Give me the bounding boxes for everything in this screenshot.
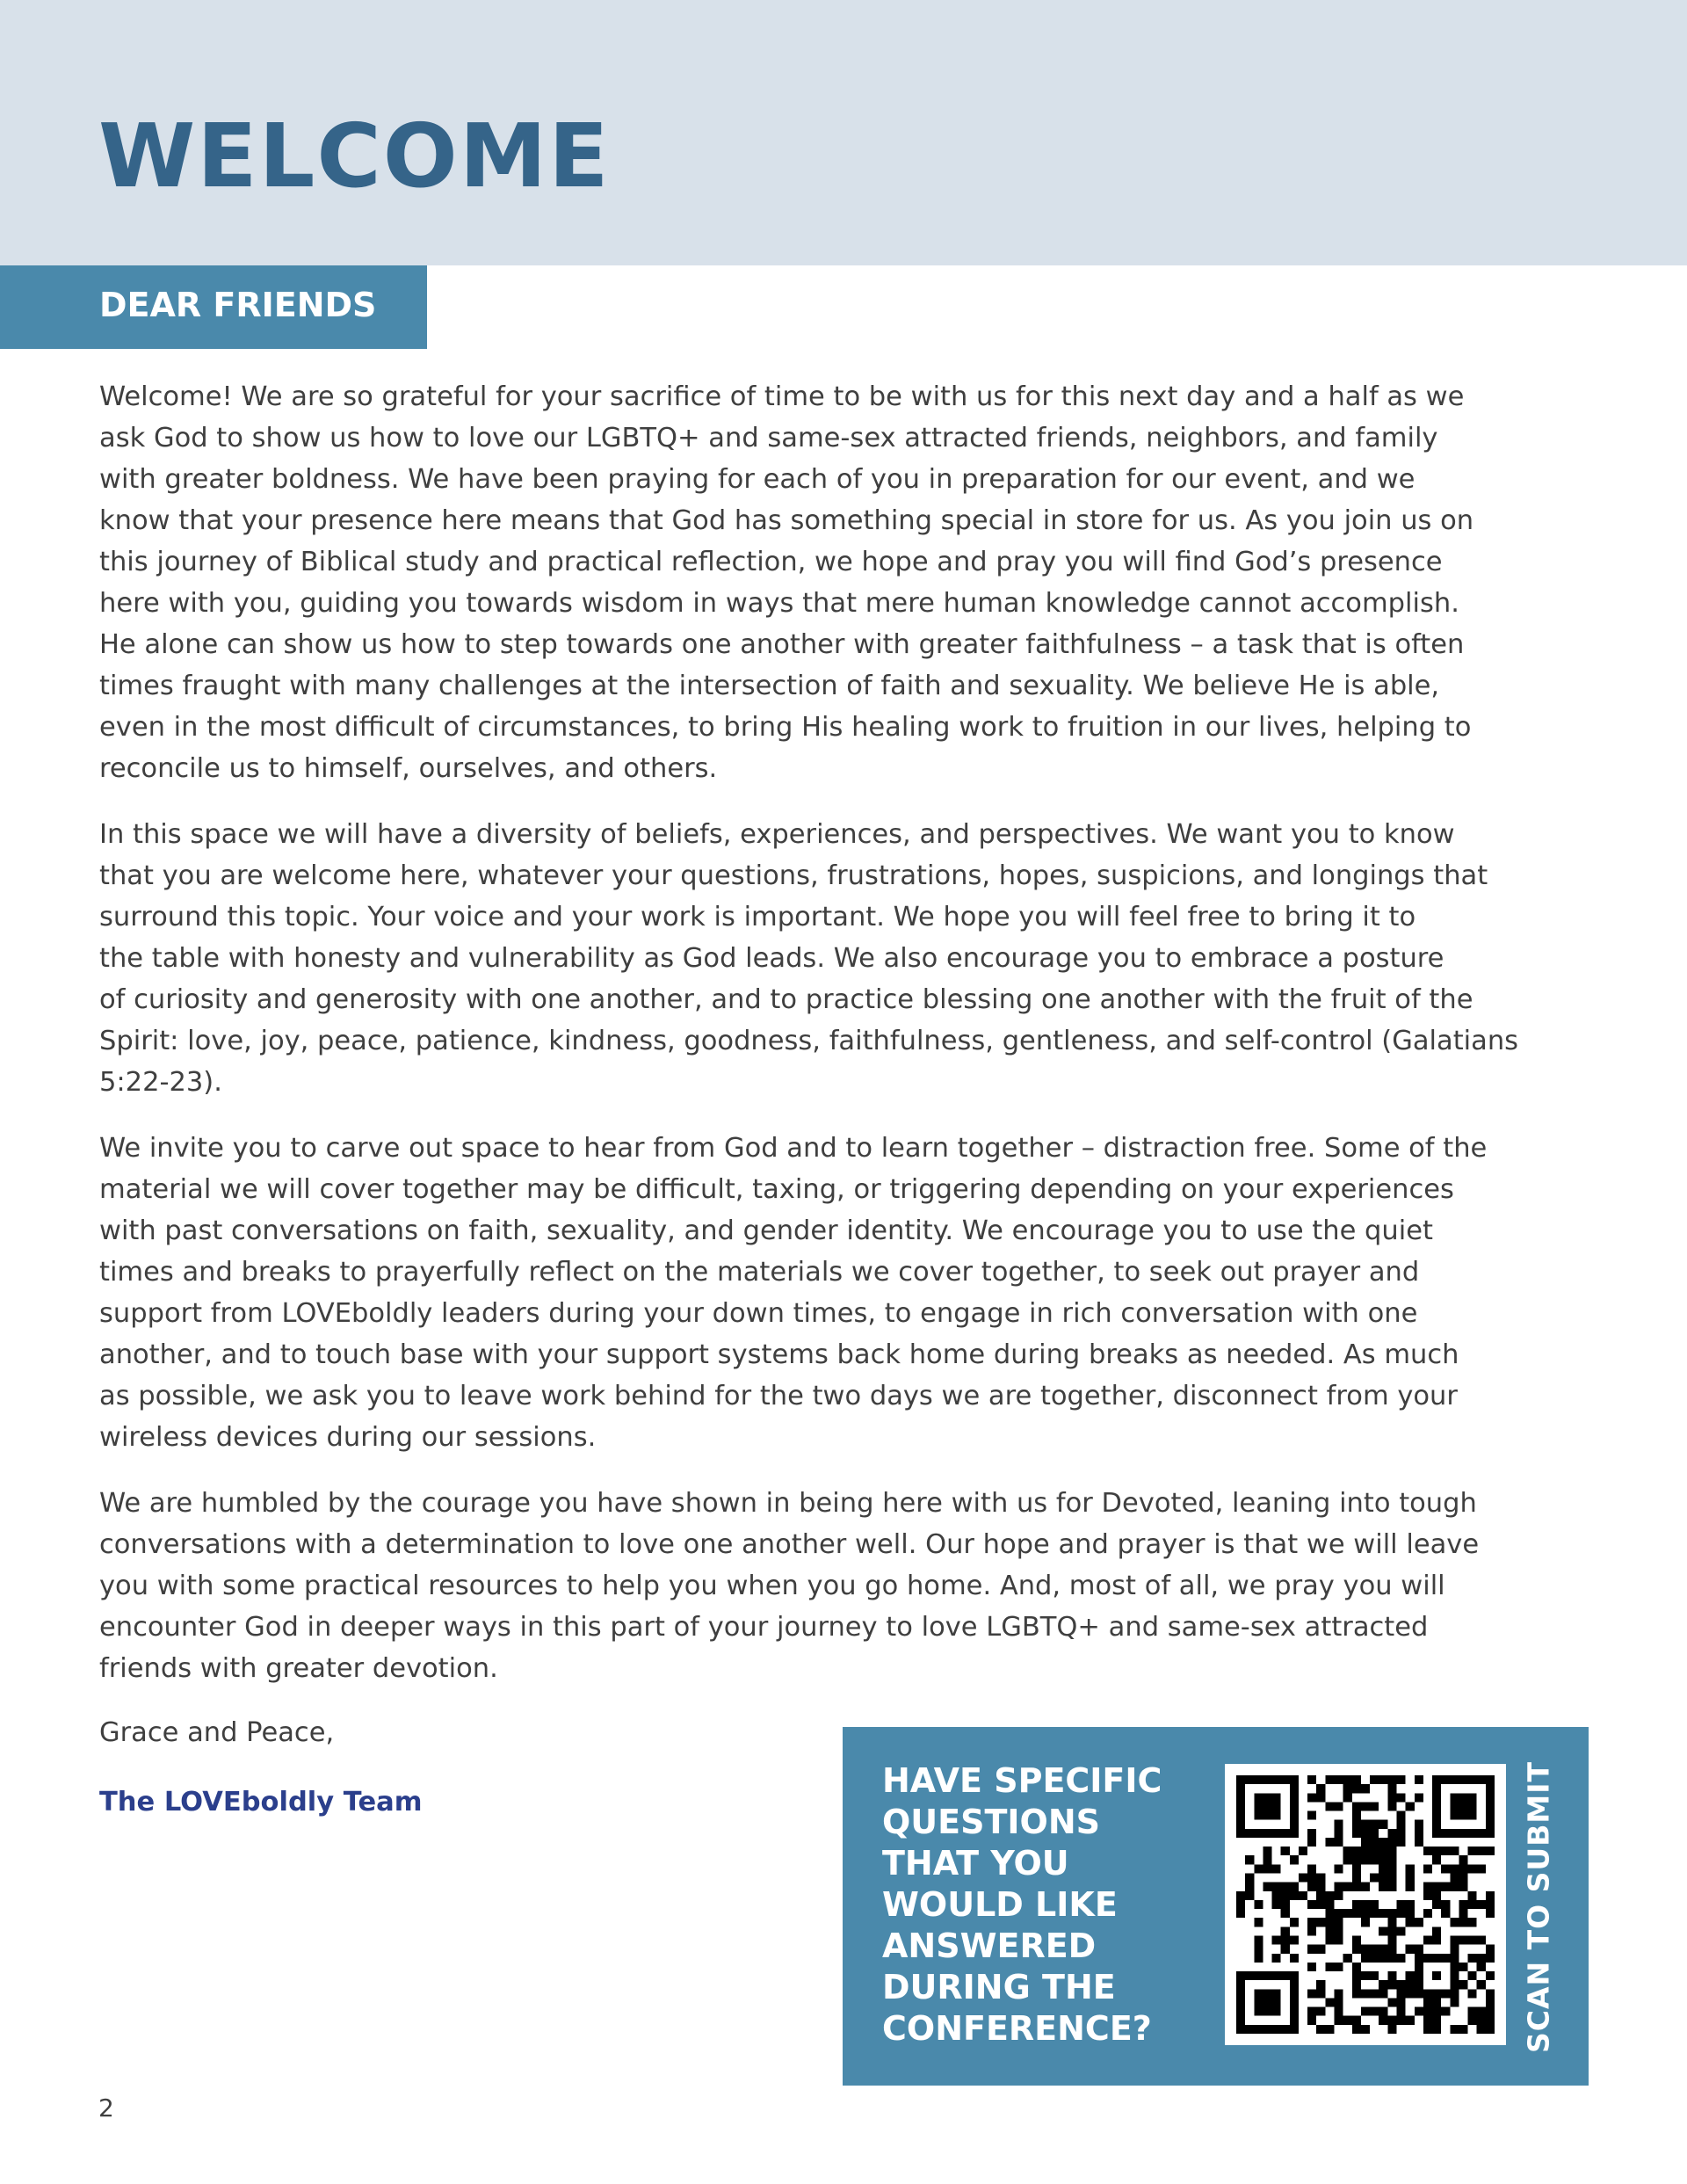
text-line: as possible, we ask you to leave work behind for the two days we are together, disconnect from your (99, 1381, 1458, 1411)
callout-line: DURING THE (882, 1968, 1116, 2006)
text-line: know that your presence here means that God has something special in store for us. As you join us on (99, 505, 1474, 536)
text-line: He alone can show us how to step towards one another with greater faithfulness – a task that is often (99, 629, 1465, 660)
text-line: friends with greater devotion. (99, 1653, 498, 1684)
callout-line: CONFERENCE? (882, 2009, 1152, 2048)
callout-line: WOULD LIKE (882, 1885, 1118, 1924)
question-submit-callout (843, 1727, 1589, 2086)
text-line: We invite you to carve out space to hear from God and to learn together – distraction free. Some of the (99, 1133, 1488, 1164)
text-line: of curiosity and generosity with one another, and to practice blessing one another with the fruit of the (99, 984, 1473, 1015)
callout-line: HAVE SPECIFIC (882, 1761, 1162, 1800)
text-line: Welcome! We are so grateful for your sacrifice of time to be with us for this next day and a half as we (99, 381, 1465, 412)
text-line: material we will cover together may be difficult, taxing, or triggering depending on your experiences (99, 1174, 1454, 1205)
callout-line: QUESTIONS (882, 1803, 1101, 1841)
letter-paragraph (99, 1128, 1540, 1458)
letter-signature: The LOVEboldly Team (99, 1787, 423, 1818)
letter-paragraph (99, 814, 1540, 1103)
text-line: with past conversations on faith, sexuality, and gender identity. We encourage you to use the quiet (99, 1215, 1433, 1246)
text-line: times and breaks to prayerfully reflect on the materials we cover together, to seek out prayer and (99, 1257, 1420, 1288)
callout-question (882, 1760, 1216, 2050)
text-line: that you are welcome here, whatever your questions, frustrations, hopes, suspicions, and longings that (99, 860, 1488, 891)
letter-closing: Grace and Peace, (99, 1717, 335, 1748)
callout-line: THAT YOU (882, 1844, 1069, 1883)
text-line: encounter God in deeper ways in this part of your journey to love LGBTQ+ and same-sex attracted (99, 1612, 1429, 1643)
page-number: 2 (98, 2093, 114, 2122)
text-line: times fraught with many challenges at the intersection of faith and sexuality. We believe He is able, (99, 671, 1440, 701)
text-line: even in the most difficult of circumstances, to bring His healing work to fruition in our lives, helping to (99, 712, 1472, 743)
text-line: surround this topic. Your voice and your work is important. We hope you will feel free to bring it to (99, 902, 1416, 932)
qr-code-icon[interactable] (1225, 1764, 1506, 2045)
letter-paragraph (99, 1483, 1540, 1689)
text-line: 5:22-23). (99, 1067, 222, 1098)
text-line: wireless devices during our sessions. (99, 1422, 597, 1453)
text-line: this journey of Biblical study and practical reflection, we hope and pray you will find God’s presence (99, 547, 1443, 577)
text-line: reconcile us to himself, ourselves, and others. (99, 753, 718, 784)
text-line: ask God to show us how to love our LGBTQ+ and same-sex attracted friends, neighbors, and family (99, 423, 1438, 453)
callout-line: ANSWERED (882, 1926, 1097, 1965)
text-line: conversations with a determination to love one another well. Our hope and prayer is that we will leave (99, 1529, 1480, 1560)
text-line: you with some practical resources to help you when you go home. And, most of all, we pray you will (99, 1571, 1445, 1601)
text-line: here with you, guiding you towards wisdom in ways that mere human knowledge cannot accomplish. (99, 588, 1459, 619)
text-line: Spirit: love, joy, peace, patience, kindness, goodness, faithfulness, gentleness, and self-control (Galatians (99, 1026, 1519, 1056)
text-line: the table with honesty and vulnerability as God leads. We also encourage you to embrace a posture (99, 943, 1444, 974)
text-line: support from LOVEboldly leaders during your down times, to engage in rich conversation with one (99, 1298, 1418, 1329)
text-line: another, and to touch base with your support systems back home during breaks as needed. As much (99, 1339, 1459, 1370)
page-title: WELCOME (98, 105, 611, 207)
text-line: In this space we will have a diversity of beliefs, experiences, and perspectives. We want you to know (99, 819, 1455, 850)
section-heading: DEAR FRIENDS (99, 286, 377, 324)
text-line: with greater boldness. We have been praying for each of you in preparation for our event, and we (99, 464, 1415, 495)
text-line: We are humbled by the courage you have shown in being here with us for Devoted, leaning into tough (99, 1488, 1477, 1519)
qr-code-graphic (1236, 1775, 1495, 2034)
letter-paragraph (99, 376, 1540, 789)
scan-label-text: SCAN TO SUBMIT (1521, 1760, 1556, 2054)
letter-body (99, 376, 1540, 1714)
